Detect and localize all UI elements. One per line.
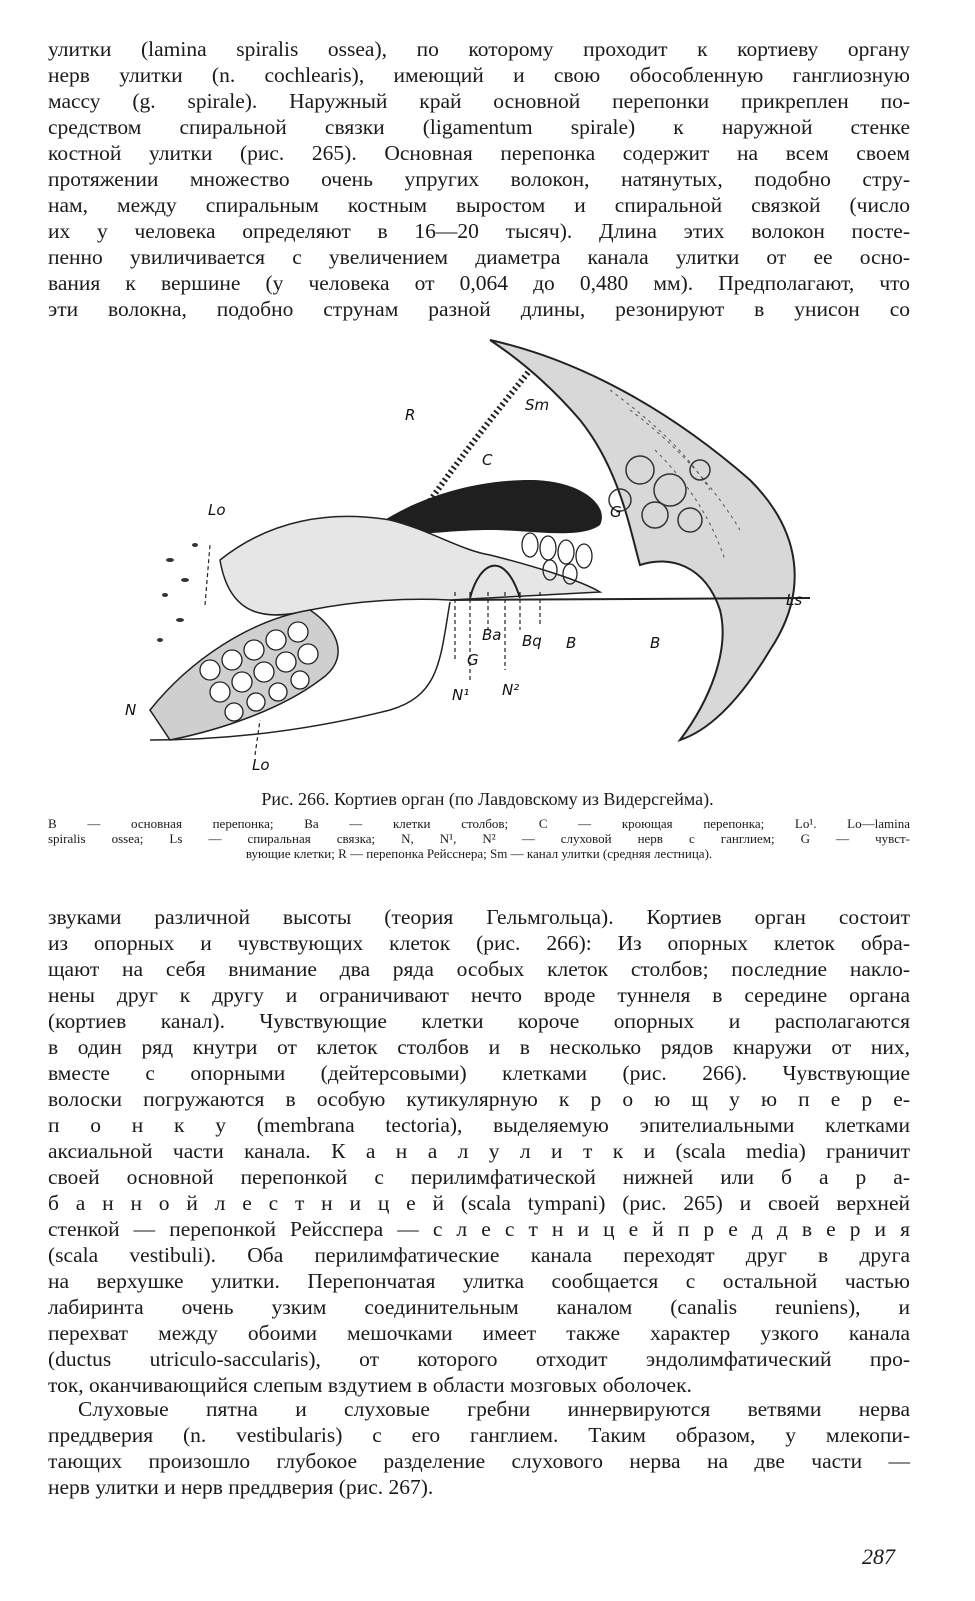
text-line: вместе с опорными (дейтерсовыми) клетками (рис. 266). Чувствующие — [48, 1061, 910, 1085]
text-line: нам, между спиральным костным выростом и спиральной связкой (число — [48, 193, 910, 217]
text-line: звуками различной высоты (теория Гельмгольца). Кортиев орган состоит — [48, 905, 910, 929]
text-line: средством спиральной связки (ligamentum spirale) к наружной стенке — [48, 115, 910, 139]
legend-line: вующие клетки; R — перепонка Рейсснера; Sm — канал улитки (средняя лестница). — [245, 846, 713, 861]
text-line: вания к вершине (у человека от 0,064 до 0,480 мм). Предполагают, что — [48, 271, 910, 295]
text-line: нерв улитки (n. cochlearis), имеющий и свою обособленную ганглиозную — [48, 63, 910, 87]
label-N-left: N — [125, 701, 137, 719]
organ-of-corti-drawing — [110, 330, 810, 780]
label-G-low: G — [467, 651, 479, 669]
text-line: преддверия (n. vestibularis) с его ганглием. Таким образом, у млекопи- — [48, 1423, 910, 1447]
text-line: стенкой — перепонкой Рейсспера — с л е с т н и ц е й п р е д д в е р и я — [48, 1217, 910, 1241]
text-line: из опорных и чувствующих клеток (рис. 266): Из опорных клеток обра- — [48, 931, 910, 955]
text-line: костной улитки (рис. 265). Основная перепонка содержит на всем своем — [48, 141, 910, 165]
label-Ba: Ba — [482, 626, 502, 644]
text-line: перехват между обоими мешочками имеет также характер узкого канала — [48, 1321, 910, 1345]
middle-paragraph — [48, 904, 910, 1398]
text-line: на верхушке улитки. Перепончатая улитка сообщается с остальной частью — [48, 1269, 910, 1293]
label-C: C — [482, 451, 493, 469]
text-line: массу (g. spirale). Наружный край основной перепонки прикреплен по- — [48, 89, 910, 113]
text-line: своей основной перепонкой с перилимфатической нижней или б а р а- — [48, 1165, 910, 1189]
text-line: п о н к у (membrana tectoria), выделяемую эпителиальными клетками — [48, 1113, 910, 1137]
label-Sm: Sm — [525, 396, 550, 414]
legend-line: spiralis ossea; Ls — спиральная связка; N, N¹, N² — слуховой нерв с ганглием; G — чувст- — [48, 831, 910, 846]
label-Lo-bottom: Lo — [252, 756, 270, 774]
text-line: их у человека определяют в 16—20 тысяч). Длина этих волокон посте- — [48, 219, 910, 243]
figure-legend — [48, 816, 910, 861]
label-G-right: G — [610, 503, 622, 521]
label-N1: N¹ — [452, 686, 470, 704]
legend-line: B — основная перепонка; Ba — клетки столбов; C — кроющая перепонка; Lo¹. Lo—lamina — [48, 816, 910, 831]
label-Bq: Bq — [522, 632, 542, 650]
text-line: щают на себя внимание два ряда особых клеток столбов; последние накло- — [48, 957, 910, 981]
text-line: аксиальной части канала. К а н а л у л и т к и (scala media) граничит — [48, 1139, 910, 1163]
label-B2: B — [650, 634, 661, 652]
organ-of-corti-figure — [110, 330, 810, 780]
label-B1: B — [566, 634, 577, 652]
bottom-paragraph — [48, 1396, 910, 1500]
text-line: лабиринта очень узким соединительным каналом (canalis reuniens), и — [48, 1295, 910, 1319]
scattered-fibres — [157, 543, 198, 642]
text-line: (ductus utriculo-saccularis), от которого отходит эндолимфатический про- — [48, 1347, 910, 1371]
text-line: в один ряд кнутри от клеток столбов и в несколько рядов кнаружи от них, — [48, 1035, 910, 1059]
text-line: тающих произошло глубокое разделение слухового нерва на две части — — [48, 1449, 910, 1473]
text-line: волоски погружаются в особую кутикулярную к р о ю щ у ю п е р е- — [48, 1087, 910, 1111]
text-line: ток, оканчивающийся слепым вздутием в области мозговых оболочек. — [48, 1373, 692, 1397]
label-R: R — [405, 406, 416, 424]
text-line: б а н н о й л е с т н и ц е й (scala tympani) (рис. 265) и своей верхней — [48, 1191, 910, 1215]
text-line: Слуховые пятна и слуховые гребни иннервируются ветвями нерва — [78, 1397, 910, 1421]
figure-caption-title: Рис. 266. Кортиев орган (по Лавдовскому из Видерсгейма). — [261, 789, 714, 809]
text-line: нерв улитки и нерв преддверия (рис. 267). — [48, 1475, 434, 1499]
page-number: 287 — [862, 1544, 895, 1569]
text-line: пенно увиличивается с увеличением диаметра канала улитки от ее осно- — [48, 245, 910, 269]
text-line: эти волокна, подобно струнам разной длины, резонируют в унисон со — [48, 297, 910, 321]
label-Lo-top: Lo — [208, 501, 226, 519]
text-line: (кортиев канал). Чувствующие клетки короче опорных и располагаются — [48, 1009, 910, 1033]
label-N2: N² — [502, 681, 520, 699]
top-paragraph — [48, 36, 910, 322]
text-line: (scala vestibuli). Оба перилимфатические канала переходят друг в друга — [48, 1243, 910, 1267]
text-line: протяжении множество очень упругих волокон, натянутых, подобно стру- — [48, 167, 910, 191]
text-line: улитки (lamina spiralis ossea), по которому проходит к кортиеву органу — [48, 37, 910, 61]
label-Ls: Ls — [786, 591, 803, 609]
text-line: нены друг к другу и ограничивают нечто вроде туннеля в середине органа — [48, 983, 910, 1007]
